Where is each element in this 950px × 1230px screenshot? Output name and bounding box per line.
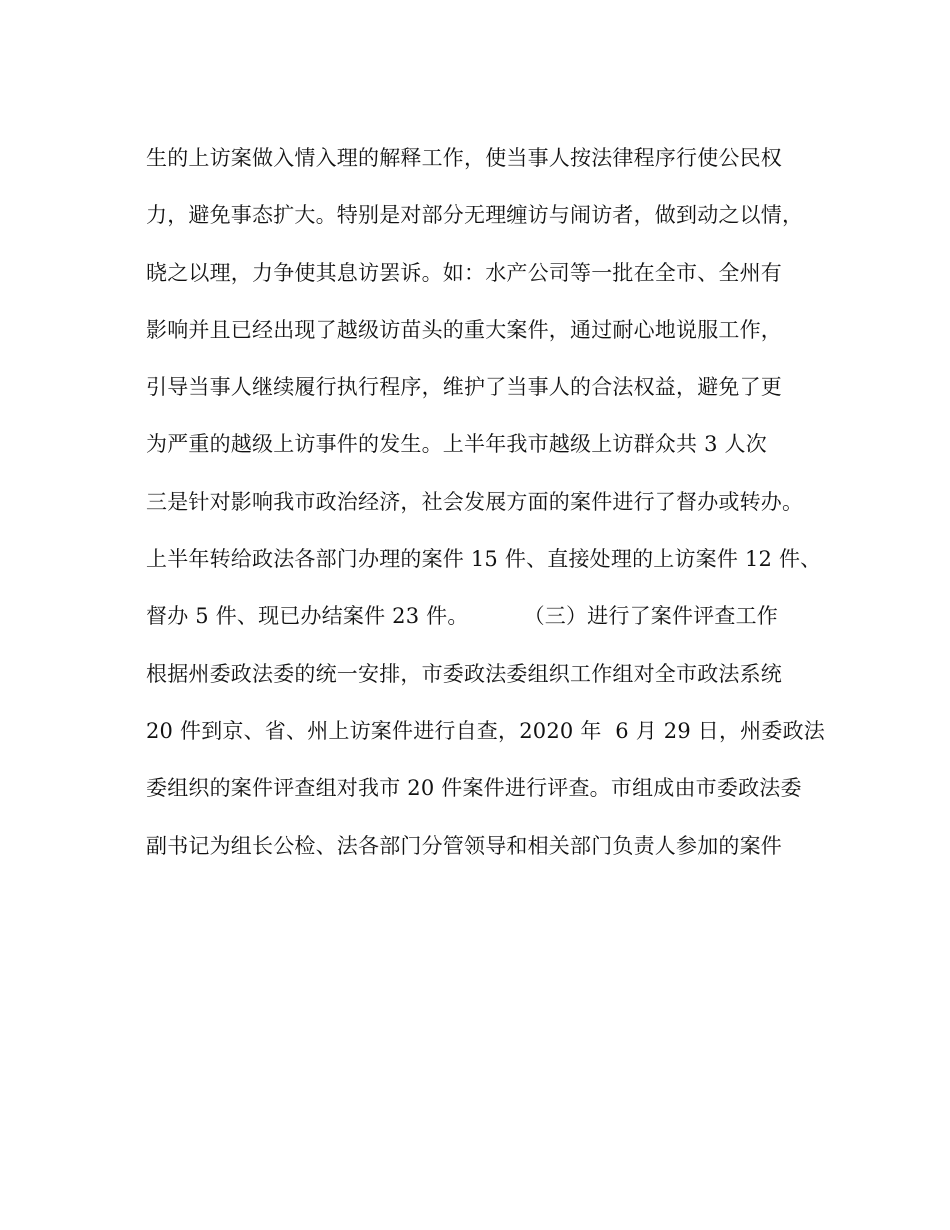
text-line-9: 督办 5 件、现已办结案件 23 件。 （三）进行了案件评查工作: [146, 604, 778, 629]
document-body: [146, 138, 826, 883]
text-line-3: 晓之以理，力争使其息访罢诉。如：水产公司等一批在全市、全州有: [146, 260, 782, 285]
text-line-11: 20 件到京、省、州上访案件进行自查，2020 年 6 月 29 日，州委政法: [146, 718, 825, 743]
text-line-6: 为严重的越级上访事件的发生。上半年我市越级上访群众共 3 人次: [146, 432, 767, 457]
text-line-1: 生的上访案做入情入理的解释工作，使当事人按法律程序行使公民权: [146, 146, 782, 170]
text-line-7: 三是针对影响我市政治经济，社会发展方面的案件进行了督办或转办。: [146, 489, 804, 514]
text-line-8: 上半年转给政法各部门办理的案件 15 件、直接处理的上访案件 12 件、: [146, 547, 822, 572]
text-line-4: 影响并且已经出现了越级访苗头的重大案件，通过耐心地说服工作，: [146, 317, 782, 342]
text-line-12: 委组织的案件评查组对我市 20 件案件进行评查。市组成由市委政法委: [146, 776, 802, 801]
text-line-5: 引导当事人继续履行执行程序，维护了当事人的合法权益，避免了更: [146, 375, 782, 400]
text-line-10: 根据州委政法委的统一安排，市委政法委组织工作组对全市政法系统: [146, 661, 782, 686]
text-line-2: 力，避免事态扩大。特别是对部分无理缠访与闹访者，做到动之以情，: [146, 203, 804, 228]
text-line-13: 副书记为组长公检、法各部门分管领导和相关部门负责人参加的案件: [146, 833, 782, 858]
